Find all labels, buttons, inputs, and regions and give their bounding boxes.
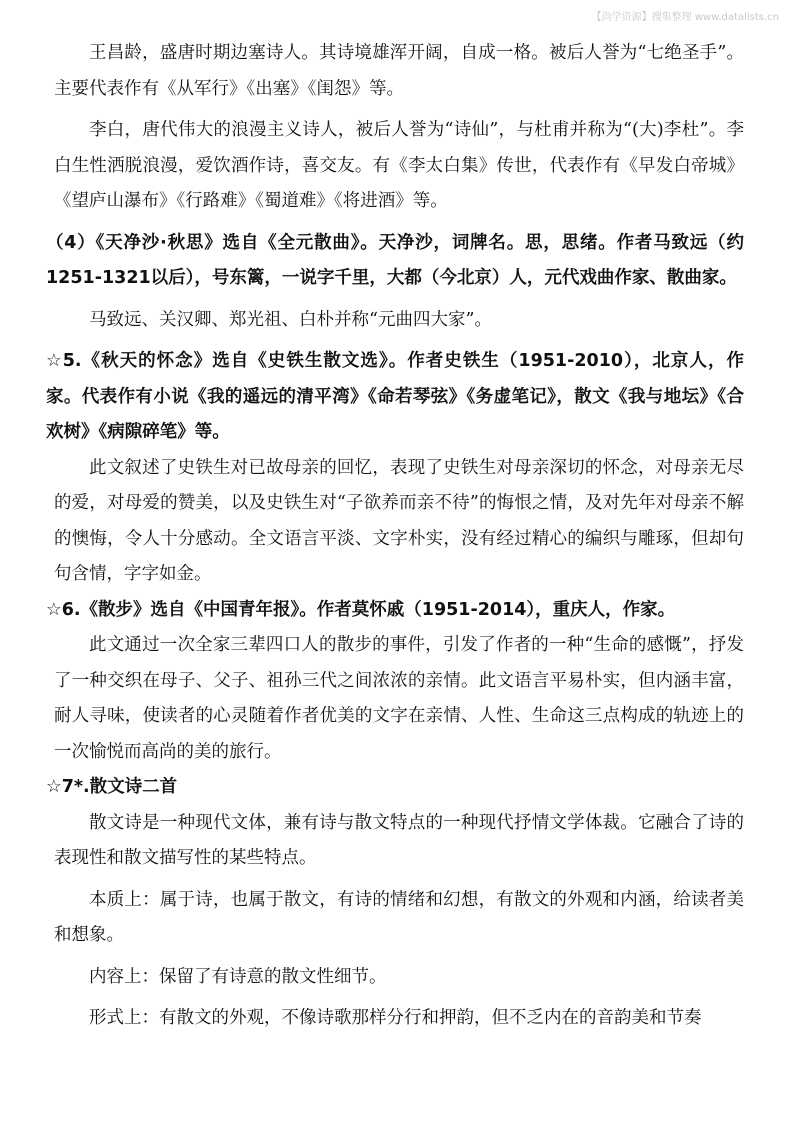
paragraph-qiutian-summary: 此文叙述了史铁生对已故母亲的回忆，表现了史铁生对母亲深切的怀念，对母亲无尽的爱，对母爱的赞美，以及史铁生对“子欲养而亲不待”的悔恨之情，及对先年对母亲不解的懊悔，令人十分感动。全文语言平淡、文字朴实，没有经过精心的编织与雕琢，但却句句含情，字字如金。 (54, 457, 744, 584)
paragraph-essence: 本质上：属于诗，也属于散文，有诗的情绪和幻想，有散文的外观和内涵，给读者美和想象。 (54, 889, 744, 945)
paragraph-form: 形式上：有散文的外观，不像诗歌那样分行和押韵，但不乏内在的音韵美和节奏 (89, 1008, 702, 1028)
paragraph-li-bai: 李白，唐代伟大的浪漫主义诗人，被后人誉为“诗仙”，与杜甫并称为“(大)李杜”。李白生性洒脱浪漫，爱饮酒作诗，喜交友。有《李太白集》传世，代表作有《早发白帝城》《望庐山瀑布》《行路难》《蜀道难》《将进酒》等。 (54, 120, 744, 211)
document-page (46, 36, 744, 1037)
paragraph-yuanqu-masters: 马致远、关汉卿、郑光祖、白朴并称“元曲四大家”。 (89, 309, 492, 330)
paragraph-content: 内容上：保留了有诗意的散文性细节。 (89, 966, 387, 987)
paragraph-sanwenshi-definition: 散文诗是一种现代文体，兼有诗与散文特点的一种现代抒情文学体裁。它融合了诗的表现性和散文描写性的某些特点。 (54, 812, 744, 868)
heading-tianjingsha: （4）《天净沙·秋思》选自《全元散曲》。天净沙，词牌名。思，思绪。作者马致远（约1251-1321以后），号东篱，一说字千里，大都（今北京）人，元代戏曲作家、散曲家。 (46, 232, 744, 288)
paragraph-sanbu-summary: 此文通过一次全家三辈四口人的散步的事件，引发了作者的一种“生命的感慨”，抒发了一种交织在母子、父子、祖孙三代之间浓浓的亲情。此文语言平易朴实，但内涵丰富，耐人寻味，使读者的心灵随着作者优美的文字在亲情、人性、生命这三点构成的轨迹上的一次愉悦而高尚的美的旅行。 (54, 635, 744, 762)
heading-sanbu: ☆6.《散步》选自《中国青年报》。作者莫怀戚（1951-2014），重庆人，作家。 (46, 599, 676, 620)
watermark: 【尚学资源】搜集整理 www.datalists.cn (591, 12, 779, 23)
heading-sanwenshi: ☆7*.散文诗二首 (46, 777, 178, 797)
heading-qiutian-huainian: ☆5.《秋天的怀念》选自《史铁生散文选》。作者史铁生（1951-2010），北京人，作家。代表作有小说《我的遥远的清平湾》《命若琴弦》《务虚笔记》，散文《我与地坛》《合欢树》《病隙碎笔》等。 (46, 351, 744, 442)
paragraph-wang-changling: 王昌龄，盛唐时期边塞诗人。其诗境雄浑开阔，自成一格。被后人誉为“七绝圣手”。主要代表作有《从军行》《出塞》《闺怨》等。 (54, 43, 744, 99)
